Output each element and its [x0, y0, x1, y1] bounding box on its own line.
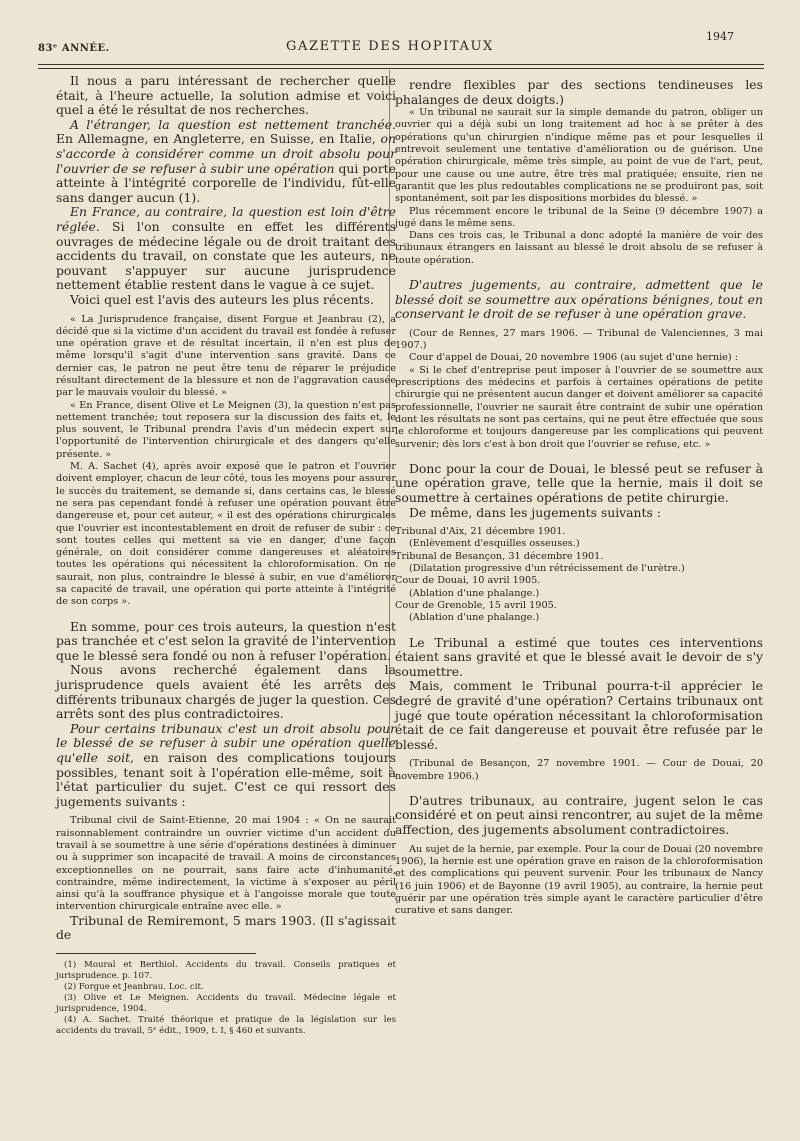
paragraph	[56, 205, 396, 293]
paragraph: Voici quel est l'avis des auteurs les plus récents.	[70, 291, 374, 307]
paragraph: « La Jurisprudence française, disent Forgue et Jeanbrau (2), a décidé que si la victime d'un accident du travail est fondée à refuser une opération grave et de résultat incertain, il n'en est plus de même lorsqu'il s'agit d'une intervention sans gravité. Dans ce dernier cas, le patron ne peut être tenu de réparer le préjudice résultant directement de la blessure et non de l'aggravation causée par le mauvais vouloir du blessé. »	[56, 313, 396, 399]
header-rule	[38, 64, 764, 65]
paragraph: De même, dans les jugements suivants :	[409, 504, 661, 520]
right-column	[395, 78, 763, 917]
paragraph: (Dilatation progressive d'un rétrécissement de l'urètre.)	[409, 563, 685, 575]
text-run: Si l'on consulte en effet les différents ouvrages de médecine légale ou de droit traitant des accidents du travail, on constate que les auteurs, ne pouvant s'appuyer sur aucune jurisprudence nettement établie restent dans le vague à ce sujet.	[56, 218, 396, 293]
paragraph: Tribunal de Remiremont, 5 mars 1903. (Il s'agissait de	[56, 912, 396, 943]
paragraph: Dans ces trois cas, le Tribunal a donc adopté la manière de voir des tribunaux étrangers en laissant au blessé le droit absolu de se refuser à toute opération.	[395, 230, 763, 266]
paragraph-spacer	[395, 625, 763, 636]
paragraph: En somme, pour ces trois auteurs, la question n'est pas tranchée et c'est selon la gravité de l'intervention que le blessé sera fondé ou non à refuser l'opération.	[56, 618, 396, 663]
italic-phrase: Pour certains tribunaux c'est un droit absolu pour le blessé de se refuser à subir une opération quelle qu'elle soit,	[56, 720, 396, 765]
left-column	[56, 74, 396, 1037]
text-run: qui porte atteinte à l'intégrité corporelle de l'individu, fût-elle sans danger aucun (1).	[56, 160, 396, 205]
paragraph: Tribunal de Besançon, 31 décembre 1901.	[395, 550, 604, 562]
footnote: (3) Olive et Le Meignen. Accidents du travail. Médecine légale et jurisprudence, 1904.	[56, 992, 396, 1014]
paragraph: Donc pour la cour de Douai, le blessé peut se refuser à une opération grave, telle que la hernie, mais il doit se soumettre à certaines opérations de petite chirurgie.	[395, 460, 763, 505]
paragraph: Le Tribunal a estimé que toutes ces interventions étaient sans gravité et que le blessé avait le devoir de s'y soumettre.	[395, 634, 763, 679]
text-run: en raison des complications toujours possibles, tenant soit à l'opération elle-même, soit à l'état particulier du sujet. C'est ce qui ressort des jugements suivants :	[56, 749, 396, 809]
italic-phrase: En France, au contraire, la question est loin d'être réglée.	[56, 204, 396, 234]
paragraph-spacer	[56, 609, 396, 620]
footnote: (1) Moural et Berthiol. Accidents du travail. Conseils pratiques et jurisprudence. p. 107.	[56, 959, 396, 981]
paragraph: (Cour de Rennes, 27 mars 1906. — Tribunal de Valenciennes, 3 mai 1907.)	[395, 327, 763, 352]
footnote: (2) Forgue et Jeanbrau. Loc. cit.	[64, 981, 204, 992]
paragraph: (Enlèvement d'esquilles osseuses.)	[409, 538, 580, 550]
paragraph: Il nous a paru intéressant de rechercher quelle était, à l'heure actuelle, la solution admise et voici quel a été le résultat de nos recherches.	[56, 73, 396, 118]
volume-label: 83ᵉ ANNÉE.	[38, 43, 110, 54]
paragraph: Tribunal d'Aix, 21 décembre 1901.	[395, 526, 566, 538]
paragraph: « En France, disent Olive et Le Meignen (3), la question n'est pas nettement tranchée; tout reposera sur la discussion des faits et, le plus souvent, le Tribunal prendra l'avis d'un médecin expert sur l'opportunité de l'intervention chirurgicale et des dangers qu'elle présente. »	[56, 399, 396, 460]
paragraph: (Ablation d'une phalange.)	[409, 612, 540, 624]
paragraph: Cour de Douai, 10 avril 1905.	[395, 575, 541, 587]
paragraph	[56, 118, 396, 206]
paragraph: D'autres jugements, au contraire, admettent que le blessé doit se soumettre aux opérations bénignes, tout en conservant le droit de se refuser à une opération grave.	[395, 277, 763, 322]
footnote-rule	[56, 953, 256, 954]
header-rule	[38, 68, 764, 69]
paragraph: Cour de Grenoble, 15 avril 1905.	[395, 599, 557, 611]
paragraph	[56, 722, 396, 810]
paragraph: Cour d'appel de Douai, 20 novembre 1906 (au sujet d'une hernie) :	[409, 352, 739, 364]
paragraph: (Tribunal de Besançon, 27 novembre 1901. — Cour de Douai, 20 novembre 1906.)	[395, 758, 763, 782]
paragraph: Au sujet de la hernie, par exemple. Pour la cour de Douai (20 novembre 1906), la hernie est une opération grave en raison de la chloroformisation et des complications qui peuvent survenir. Pour les tribunaux de Nancy (16 juin 1906) et de Bayonne (19 avril 1905), au contraire, la hernie peut guérir par une opération très simple ayant le caractère particulier d'être curative et sans danger.	[395, 843, 763, 917]
paragraph: « Un tribunal ne saurait sur la simple demande du patron, obliger un ouvrier qui a déjà subi un long traitement ad hoc à se prêter à des opérations qu'un chirurgien n'indique même pas et pour lesquelles il entrevoit seulement une tentative d'amélioration ou de guérison. Une opération chirurgicale, même très simple, au point de vue de l'art, peut, pour une cause ou une autre, être très mal pratiquée; ensuite, rien ne garantit que les plus redoutables complications ne se produiront pas, soit spontanément, soit par les dispositions morbides du blessé. »	[395, 107, 763, 205]
paragraph: (Ablation d'une phalange.)	[409, 587, 540, 599]
paragraph: M. A. Sachet (4), après avoir exposé que le patron et l'ouvrier doivent employer, chacun de leur côté, tous les moyens pour assurer le succès du traitement, se demande si, dans certains cas, le blessé ne sera pas cependant fondé à refuser une opération pouvant être dangereuse et, pour cet auteur, « il est des opérations chirurgicales que l'ouvrier est incontestablement en droit de refuser de subir : ce sont toutes celles qui mettent sa vie en danger, d'une façon générale, on doit considérer comme dangereuses et aléatoires toutes les opérations qui nécessitent la chloroformisation. On ne saurait, non plus, contraindre le blessé à subir, en vue d'améliorer sa capacité de travail, une opération qui porte atteinte à l'intégrité de son corps ».	[56, 461, 396, 608]
paragraph: Nous avons recherché également dans la jurisprudence quels avaient été les arrêts des différents tribunaux chargés de juger la question. Ces arrêts sont des plus contradictoires.	[56, 662, 396, 722]
paragraph: « Si le chef d'entreprise peut imposer à l'ouvrier de se soumettre aux prescriptions des médecins et parfois à certaines opérations de petite chirurgie qui ne présentent aucun danger et doivent améliorer sa capacité professionnelle, l'ouvrier ne saurait être contraint de subir une opération dont les résultats ne sont pas certains, qui ne peut être effectuée que sous le chloroforme et toujours dangereuse par les complications qui peuvent survenir; dès lors c'est à bon droit que l'ouvrier se refuse, etc. »	[395, 364, 763, 450]
paragraph: D'autres tribunaux, au contraire, jugent selon le cas considéré et on peut ainsi rencontrer, au sujet de la même affection, des jugements absolument contradictoires.	[395, 792, 763, 838]
paragraph: rendre flexibles par des sections tendineuses les phalanges de deux doigts.)	[395, 77, 763, 107]
journal-title: GAZETTE DES HOPITAUX	[286, 39, 494, 54]
page-number: 1947	[706, 30, 734, 43]
italic-phrase: on s'accorde à considérer comme un droit absolu pour l'ouvrier de se refuser à subir une opération	[56, 131, 396, 176]
text-run: En Allemagne, en Angleterre, en Suisse, en Italie,	[56, 131, 381, 147]
paragraph: Mais, comment le Tribunal pourra-t-il apprécier le degré de gravité d'une opération? Certains tribunaux ont jugé que toute opération nécessitant la chloroformisation était de ce fait dangereuse et pouvait être refusée par le blessé.	[395, 678, 763, 752]
paragraph: Tribunal civil de Saint-Etienne, 20 mai 1904 : « On ne saurait raisonnablement contraindre un ouvrier victime d'un accident du travail à se soumettre à une série d'opérations destinées à diminuer ou à supprimer son incapacité de travail. A moins de circonstances exceptionnelles on ne pourrait, sans faire acte d'inhumanité, contraindre, même indirectement, la victime à s'exposer au péril ainsi qu'à la souffrance physique et à l'angoisse morale que toute intervention chirurgicale entraîne avec elle. »	[56, 815, 396, 913]
italic-phrase: A l'étranger, la question est nettement tranchée.	[70, 116, 396, 132]
paragraph: Plus récemment encore le tribunal de la Seine (9 décembre 1907) a jugé dans le même sens.	[395, 205, 763, 229]
footnote: (4) A. Sachet. Traité théorique et pratique de la législation sur les accidents du travail, 5ᵉ édit., 1909, t. I, § 460 et suivants.	[56, 1014, 396, 1036]
